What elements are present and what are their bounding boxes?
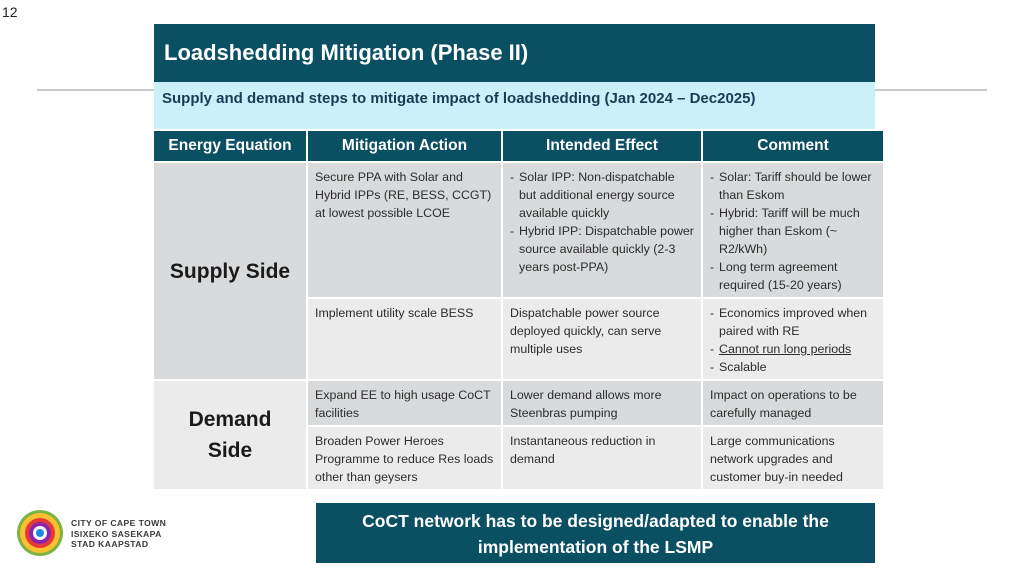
- organisation-name: [71, 518, 166, 550]
- comment-cell: [703, 163, 883, 299]
- comment-cell: [703, 299, 883, 381]
- demand-side-text-line1: Demand: [188, 408, 272, 431]
- effect-item: - Solar IPP: Non-dispatchable but additional energy source available quickly: [510, 168, 694, 222]
- mitigation-table: [152, 131, 885, 491]
- demand-side-label: [154, 381, 306, 491]
- comment-item: - Solar: Tariff should be lower than Eskom: [710, 168, 876, 204]
- action-cell: Secure PPA with Solar and Hybrid IPPs (RE, BESS, CCGT) at lowest possible LCOE: [308, 163, 501, 299]
- table-header-row: [154, 131, 883, 163]
- footer-line-1: CoCT network has to be designed/adapted to enable the: [362, 511, 829, 531]
- comment-item: - Long term agreement required (15-20 years): [710, 258, 876, 294]
- title-bar: [154, 24, 875, 82]
- header-comment: Comment: [703, 131, 883, 163]
- supply-side-label: [154, 163, 306, 381]
- header-mitigation-action: Mitigation Action: [308, 131, 501, 163]
- comment-item: [710, 340, 876, 358]
- org-name-line-3: STAD KAAPSTAD: [71, 539, 149, 549]
- org-name-line-2: ISIXEKO SASEKAPA: [71, 528, 162, 539]
- comment-item: - Economics improved when paired with RE: [710, 304, 876, 340]
- subtitle-bar: [154, 82, 875, 129]
- divider-right: [874, 89, 987, 91]
- header-intended-effect: Intended Effect: [503, 131, 701, 163]
- page-subtitle: Supply and demand steps to mitigate impact of loadshedding (Jan 2024 – Dec2025): [162, 90, 756, 107]
- comment-cell: Large communications network upgrades and customer buy-in needed: [703, 427, 883, 491]
- comment-underlined: Cannot run long periods: [719, 342, 852, 356]
- logo-rays-icon: [17, 510, 63, 556]
- city-logo-icon: [16, 508, 64, 558]
- table-row: [154, 163, 883, 299]
- footer-line-2: implementation of the LSMP: [477, 537, 714, 557]
- supply-side-text: Supply Side: [169, 259, 291, 283]
- footer-callout: [316, 503, 875, 563]
- org-name-line-1: CITY OF CAPE TOWN: [71, 518, 167, 528]
- divider-left: [37, 89, 155, 91]
- table-row: [154, 381, 883, 427]
- comment-item: - Hybrid: Tariff will be much higher than Eskom (~ R2/kWh): [710, 204, 876, 258]
- action-cell: Broaden Power Heroes Programme to reduce Res loads other than geysers: [308, 427, 501, 491]
- effect-cell: Lower demand allows more Steenbras pumping: [503, 381, 701, 427]
- header-energy-equation: Energy Equation: [154, 131, 306, 163]
- effect-cell: Dispatchable power source deployed quickly, can serve multiple uses: [503, 299, 701, 381]
- effect-item: - Hybrid IPP: Dispatchable power source available quickly (2-3 years post-PPA): [510, 222, 694, 276]
- demand-side-text-line2: Side: [207, 439, 253, 462]
- action-cell: Expand EE to high usage CoCT facilities: [308, 381, 501, 427]
- effect-cell: Instantaneous reduction in demand: [503, 427, 701, 491]
- comment-item: - Scalable: [710, 358, 876, 376]
- comment-cell: Impact on operations to be carefully managed: [703, 381, 883, 427]
- effect-cell: [503, 163, 701, 299]
- action-cell: Implement utility scale BESS: [308, 299, 501, 381]
- page-title: Loadshedding Mitigation (Phase II): [164, 40, 529, 65]
- slide-number: 12: [2, 4, 18, 20]
